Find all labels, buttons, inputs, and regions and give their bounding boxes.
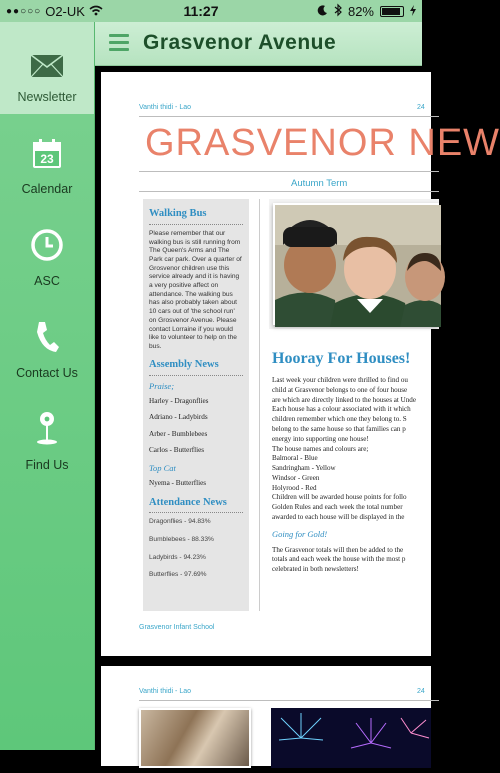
article (272, 348, 442, 575)
newsletter-viewer[interactable] (95, 66, 500, 750)
envelope-icon (30, 54, 64, 78)
article-line: energy into supporting one house! (272, 434, 369, 443)
sidebar-item-find-us[interactable] (0, 390, 94, 482)
date-label: 24 (417, 688, 425, 695)
article-line: Children will be awarded house points for follo (272, 493, 407, 502)
status-bar (0, 0, 422, 22)
wifi-icon (89, 4, 103, 19)
divider (139, 700, 439, 701)
list-item: Dragonflies - 94.83% (149, 518, 211, 526)
app-header (95, 22, 422, 66)
article-line: celebrated in both newsletters! (272, 565, 359, 574)
divider (139, 116, 439, 117)
newsletter-masthead: GRASVENOR NEW (145, 122, 500, 164)
article-line: Holyrood - Red (272, 483, 317, 492)
article-line: child at Grasvenor belongs to one of four house (272, 385, 408, 394)
sidebar-item-label: Find Us (25, 458, 69, 472)
divider (139, 191, 439, 192)
children-photo (269, 199, 439, 329)
sidebar-item-contact-us[interactable] (0, 298, 94, 390)
term-label: Autumn Term (291, 178, 348, 189)
article-subheading: Going for Gold! (272, 528, 328, 539)
newsletter-sidebar-column (143, 199, 249, 611)
list-item: Adriano - Ladybirds (149, 413, 208, 422)
fireworks-photo (271, 708, 431, 768)
date-label: 24 (417, 104, 425, 111)
map-pin-icon (35, 410, 59, 446)
section-heading: Walking Bus (149, 207, 243, 225)
sidebar-item-label: Contact Us (16, 366, 78, 380)
list-item: Ladybirds - 94.23% (149, 553, 206, 561)
phone-icon (34, 320, 60, 354)
battery-percent: 82% (347, 3, 374, 19)
sidebar-item-asc[interactable] (0, 206, 94, 298)
article-line: are which are directly linked to the houses at Unde (272, 395, 416, 404)
sidebar-item-label: Calendar (21, 182, 73, 196)
praise-label: Praise; (149, 380, 175, 391)
list-item: Butterflies - 97.69% (149, 571, 207, 579)
author-label: Vanthi thidi - Lao (139, 104, 192, 111)
article-line: Each house has a colour associated with it which (272, 405, 411, 414)
author-label: Vanthi thidi - Lao (139, 688, 192, 695)
article-line: Balmoral - Blue (272, 454, 318, 463)
article-line: The Grasvenor totals will then be added to the (272, 545, 404, 554)
page-header-line (139, 688, 439, 695)
signal-strength-icon: ●●○○○ (6, 5, 42, 17)
battery-icon (380, 6, 404, 17)
calendar-day: 23 (40, 152, 54, 166)
list-item: Bumblebees - 88.33% (149, 536, 214, 544)
article-line: Sandringham - Yellow (272, 464, 336, 473)
column-divider (259, 199, 260, 611)
article-line: Windsor - Green (272, 473, 320, 482)
bluetooth-icon (334, 4, 342, 19)
menu-button[interactable] (109, 34, 129, 52)
list-item: Carlos - Butterflies (149, 446, 205, 455)
article-line: Golden Rules and each week the total number (272, 503, 403, 512)
list-item: Arber - Bumblebees (149, 429, 208, 438)
article-headline: Hooray For Houses! (272, 350, 411, 367)
carrier-label: O2-UK (45, 3, 85, 19)
page-header-line (139, 104, 439, 111)
classroom-photo (139, 708, 251, 768)
walking-bus-text: Please remember that our walking bus is still running from The Queen's Arms and The Park car park. Over a quarter of Grosvenor children use this service already and it is having a very positive affect on attendance. The walking bus has also probably taken about 10 cars out of 'the school run' on Grosvenor Avenue. Please contact Lorraine if you would like to volunteer to help on the bus. (149, 229, 242, 350)
sidebar-item-label: ASC (34, 274, 60, 288)
calendar-icon (31, 138, 63, 170)
status-time: 11:27 (183, 3, 219, 19)
article-line: The house names and colours are; (272, 444, 369, 453)
moon-icon (318, 4, 328, 19)
hamburger-icon (109, 34, 129, 37)
charging-icon (410, 4, 416, 19)
list-item: Nyema - Butterflies (149, 479, 207, 487)
sidebar-item-calendar[interactable] (0, 114, 94, 206)
article-line: totals and each week the house with the most p (272, 555, 406, 564)
article-line: awarded to each house will be displayed in the (272, 513, 405, 522)
clock-icon (30, 228, 64, 262)
section-heading: Attendance News (149, 496, 243, 514)
article-line: Last week your children were thrilled to find ou (272, 376, 408, 385)
article-line: belong to the same house so that families can p (272, 424, 406, 433)
section-heading: Assembly News (149, 358, 243, 376)
newsletter-page-2 (101, 666, 431, 766)
page-title: Grasvenor Avenue (143, 31, 337, 54)
sidebar (0, 22, 95, 750)
list-item: Harley - Dragonflies (149, 396, 209, 405)
page-footer: Grasvenor Infant School (139, 624, 215, 631)
sidebar-item-label: Newsletter (17, 90, 77, 104)
divider (139, 171, 439, 172)
article-line: children remember which one they belong to. S (272, 415, 407, 424)
top-cat-label: Top Cat (149, 462, 176, 473)
newsletter-page (101, 72, 500, 656)
sidebar-item-newsletter[interactable] (0, 22, 94, 114)
